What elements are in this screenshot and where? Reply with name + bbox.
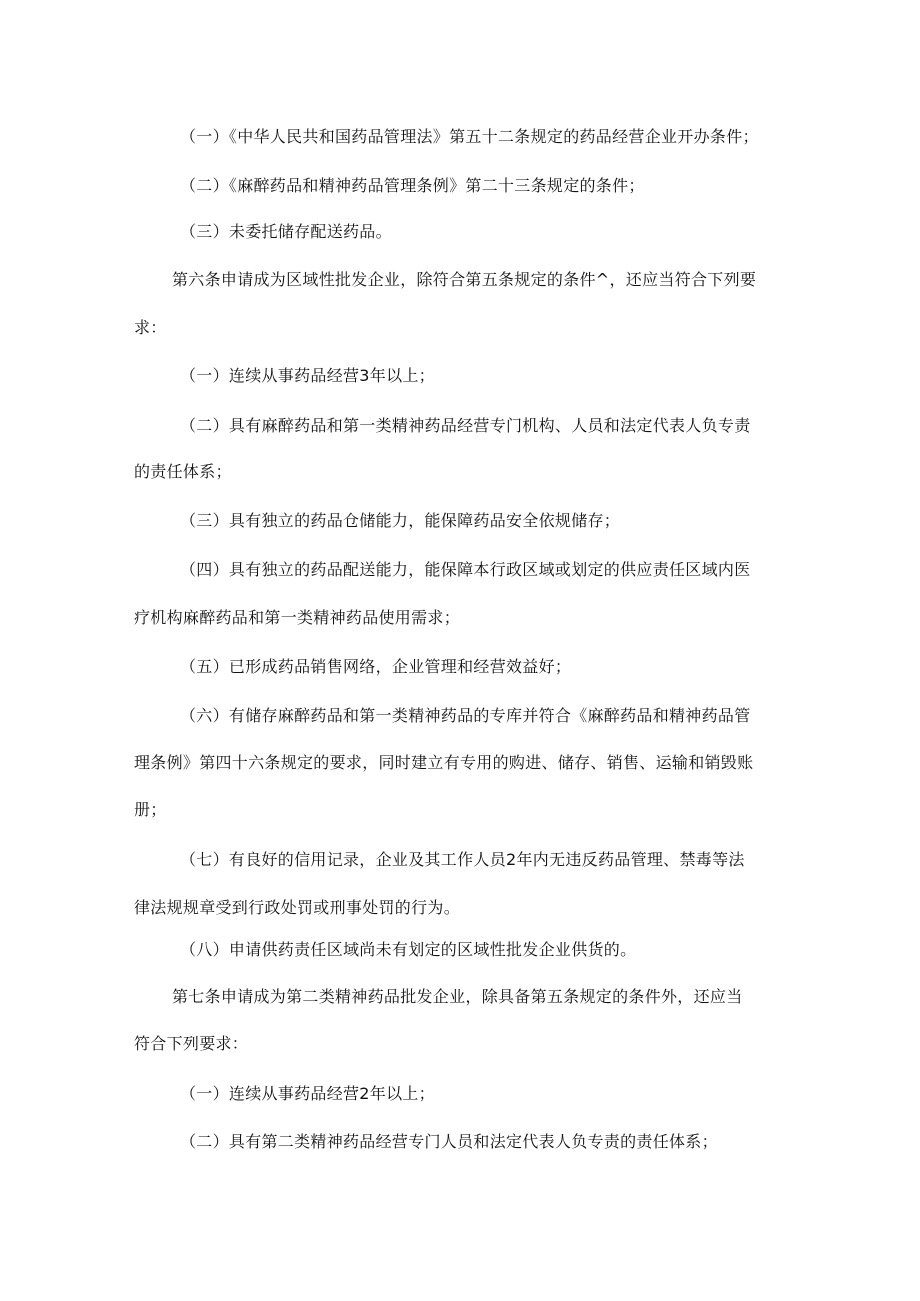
clause-1-1: （一）《中华人民共和国药品管理法》第五十二条规定的药品经营企业开办条件； (180, 127, 759, 146)
clause-6-4-continuation: 疗机构麻醉药品和第一类精神药品使用需求； (134, 608, 461, 627)
article-7-continuation: 符合下列要求： (134, 1034, 249, 1053)
clause-6-6-continuation-2: 册； (134, 800, 167, 819)
clause-6-2-continuation: 的责任体系； (134, 462, 232, 481)
article-6-heading: 第六条申请成为区域性批发企业，除符合第五条规定的条件^，还应当符合下列要 (172, 270, 757, 289)
clause-6-7: （七）有良好的信用记录，企业及其工作人员2年内无违反药品管理、禁毒等法 (180, 850, 745, 869)
clause-6-3: （三）具有独立的药品仓储能力，能保障药品安全依规储存； (180, 511, 621, 530)
clause-1-3: （三）未委托储存配送药品。 (180, 222, 392, 241)
article-6-continuation: 求： (134, 318, 167, 337)
clause-6-5: （五）已形成药品销售网络，企业管理和经营效益好； (180, 657, 572, 676)
clause-6-8: （八）申请供药责任区域尚未有划定的区域性批发企业供货的。 (180, 940, 637, 959)
clause-7-2: （二）具有第二类精神药品经营专门人员和法定代表人负专责的责任体系； (180, 1132, 718, 1151)
clause-6-6-continuation: 理条例》第四十六条规定的要求，同时建立有专用的购进、储存、销售、运输和销毁账 (134, 753, 754, 772)
clause-7-1: （一）连续从事药品经营2年以上； (180, 1084, 435, 1103)
clause-6-1: （一）连续从事药品经营3年以上； (180, 366, 435, 385)
clause-6-7-continuation: 律法规规章受到行政处罚或刑事处罚的行为。 (134, 898, 461, 917)
clause-6-4: （四）具有独立的药品配送能力，能保障本行政区域或划定的供应责任区域内医 (180, 560, 751, 579)
article-7-heading: 第七条申请成为第二类精神药品批发企业，除具备第五条规定的条件外，还应当 (172, 987, 743, 1006)
clause-6-2: （二）具有麻醉药品和第一类精神药品经营专门机构、人员和法定代表人负专责 (180, 416, 751, 435)
clause-1-2: （二）《麻醉药品和精神药品管理条例》第二十三条规定的条件； (180, 176, 645, 195)
clause-6-6: （六）有储存麻醉药品和第一类精神药品的专库并符合《麻醉药品和精神药品管 (180, 706, 751, 725)
